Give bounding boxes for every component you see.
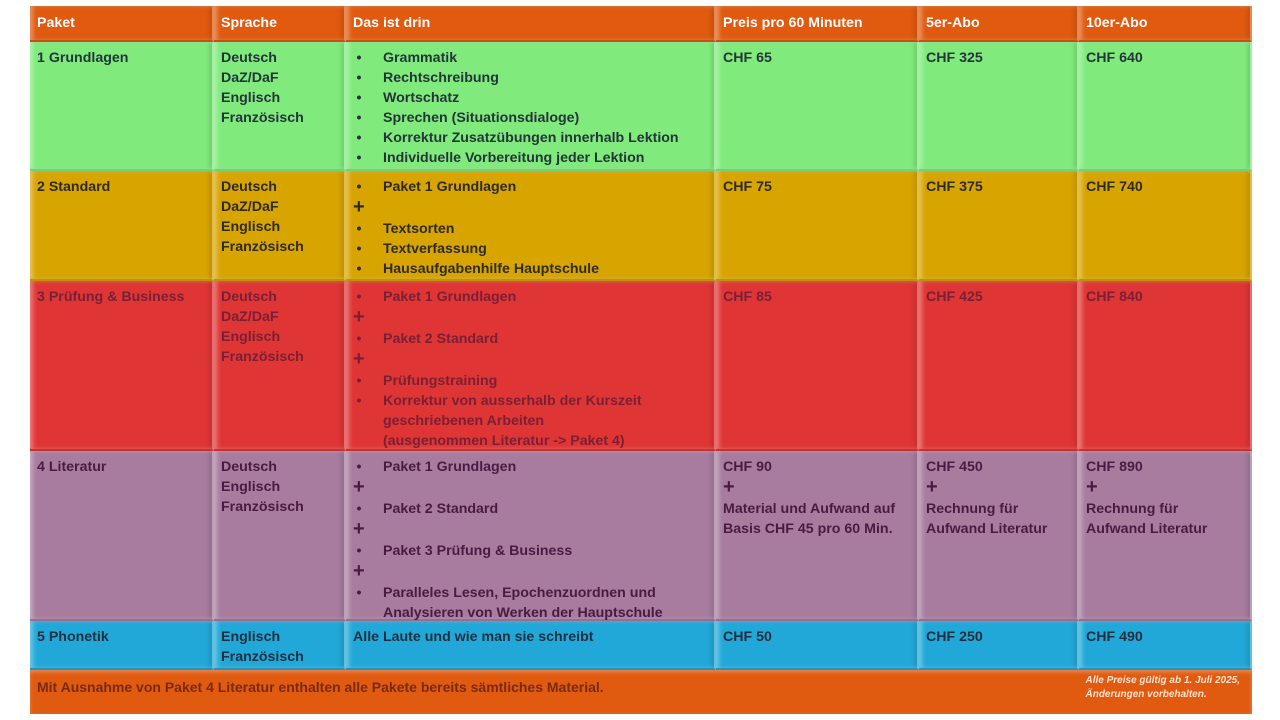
abo10-literatur [1079,451,1252,621]
contents-standard [346,171,716,281]
price-phonetik: CHF 50 [716,621,919,670]
language-item: Französisch [221,110,304,126]
abo5-value: CHF 450 [926,459,983,475]
content-item-continued: geschriebenen Arbeiten [383,413,545,429]
bullet-icon: • [356,585,362,601]
bullet-icon: • [356,501,362,517]
languages-standard [214,171,346,281]
price-pruefung: CHF 85 [716,281,919,451]
plus-separator [353,519,707,541]
bullet-icon: • [356,241,362,257]
abo5-phonetik: CHF 250 [919,621,1079,670]
abo10-grundlagen: CHF 640 [1079,42,1252,171]
content-item: • Textsorten [353,219,707,239]
bullet-icon: • [356,331,362,347]
bullet-icon: • [356,221,362,237]
bullet-icon: • [356,261,362,277]
language-item: Deutsch [221,459,277,475]
content-item: • Paket 3 Prüfung & Business [353,541,707,561]
header-inhalt: Das ist drin [346,6,716,42]
languages-grundlagen [214,42,346,171]
contents-grundlagen [346,42,716,171]
plus-separator [1086,477,1243,499]
plus-separator [353,349,707,371]
plus-icon: + [353,196,365,218]
validity-line: Änderungen vorbehalten. [1085,689,1207,700]
price-literatur [716,451,919,621]
language-item: Französisch [221,349,304,365]
plus-separator [353,197,707,219]
content-item: • Paket 1 Grundlagen [353,287,707,307]
plus-icon: + [1086,476,1098,498]
language-item: Englisch [221,329,281,345]
price-table [30,6,1252,714]
abo5-standard: CHF 375 [919,171,1079,281]
plus-icon: + [353,518,365,540]
header-5er-abo: 5er-Abo [919,6,1079,42]
contents-pruefung [346,281,716,451]
package-name-pruefung: 3 Prüfung & Business [30,281,214,451]
content-item: • Paket 2 Standard [353,329,707,349]
package-name-literatur: 4 Literatur [30,451,214,621]
price-standard: CHF 75 [716,171,919,281]
bullet-icon: • [356,459,362,475]
contents-phonetik: Alle Laute und wie man sie schreibt [346,621,716,670]
content-item: • Paralleles Lesen, Epochenzuordnen und [353,583,707,603]
bullet-icon: • [356,110,362,126]
language-item: Englisch [221,479,281,495]
contents-literatur [346,451,716,621]
languages-pruefung [214,281,346,451]
abo5-pruefung: CHF 425 [919,281,1079,451]
language-item: DaZ/DaF [221,199,279,215]
package-name-grundlagen: 1 Grundlagen [30,42,214,171]
content-item: • Prüfungstraining [353,371,707,391]
language-item: Deutsch [221,289,277,305]
plus-separator [353,561,707,583]
content-item: • Hausaufgabenhilfe Hauptschule [353,259,707,279]
content-item: • Paket 1 Grundlagen [353,177,707,197]
language-item: Englisch [221,219,281,235]
content-item-continued: (ausgenommen Literatur -> Paket 4) [383,433,625,449]
plus-separator [723,477,910,499]
plus-icon: + [353,306,365,328]
validity-line: Alle Preise gültig ab 1. Juli 2025, [1085,675,1240,686]
content-item: • Rechtschreibung [353,68,707,88]
languages-phonetik [214,621,346,670]
language-item: Französisch [221,239,304,255]
abo10-value: CHF 890 [1086,459,1143,475]
price-note: Material und Aufwand auf [723,501,896,517]
abo10-note: Rechnung für [1086,501,1179,517]
language-item: DaZ/DaF [221,70,279,86]
content-item: • Individuelle Vorbereitung jeder Lektion [353,148,707,168]
footer-bar [30,670,1252,714]
price-value: CHF 90 [723,459,772,475]
content-item: • Korrektur von ausserhalb der Kurszeit [353,391,707,411]
abo5-note: Rechnung für [926,501,1019,517]
price-grundlagen: CHF 65 [716,42,919,171]
abo10-pruefung: CHF 840 [1079,281,1252,451]
plus-icon: + [353,348,365,370]
plus-icon: + [353,476,365,498]
bullet-icon: • [356,179,362,195]
abo10-standard: CHF 740 [1079,171,1252,281]
language-item: Französisch [221,649,304,665]
header-sprache: Sprache [214,6,346,42]
abo5-literatur [919,451,1079,621]
package-name-phonetik: 5 Phonetik [30,621,214,670]
content-item: • Paket 1 Grundlagen [353,457,707,477]
plus-separator [353,477,707,499]
content-item: • Paket 2 Standard [353,499,707,519]
content-item: • Grammatik [353,48,707,68]
bullet-icon: • [356,373,362,389]
footer-note: Mit Ausnahme von Paket 4 Literatur enthalten alle Pakete bereits sämtliches Material. [37,679,604,695]
content-item: • Sprechen (Situationsdialoge) [353,108,707,128]
header-10er-abo: 10er-Abo [1079,6,1252,42]
content-item: • Korrektur Zusatzübungen innerhalb Lektion [353,128,707,148]
plus-separator [353,307,707,329]
plus-separator [926,477,1070,499]
languages-literatur [214,451,346,621]
abo5-note: Aufwand Literatur [926,521,1048,537]
package-name-standard: 2 Standard [30,171,214,281]
bullet-icon: • [356,90,362,106]
plus-icon: + [926,476,938,498]
content-item: • Textverfassung [353,239,707,259]
language-item: Englisch [221,629,281,645]
plus-icon: + [723,476,735,498]
bullet-icon: • [356,50,362,66]
abo10-phonetik: CHF 490 [1079,621,1252,670]
language-item: Englisch [221,90,281,106]
bullet-icon: • [356,543,362,559]
plus-icon: + [353,560,365,582]
content-item-continued: Analysieren von Werken der Hauptschule [383,605,663,621]
price-note: Basis CHF 45 pro 60 Min. [723,521,893,537]
bullet-icon: • [356,289,362,305]
bullet-icon: • [356,150,362,166]
validity-note [1085,674,1240,702]
header-paket: Paket [30,6,214,42]
bullet-icon: • [356,130,362,146]
header-preis: Preis pro 60 Minuten [716,6,919,42]
abo10-note: Aufwand Literatur [1086,521,1208,537]
language-item: Deutsch [221,50,277,66]
language-item: Deutsch [221,179,277,195]
bullet-icon: • [356,70,362,86]
content-item: • Wortschatz [353,88,707,108]
language-item: DaZ/DaF [221,309,279,325]
abo5-grundlagen: CHF 325 [919,42,1079,171]
bullet-icon: • [356,393,362,409]
language-item: Französisch [221,499,304,515]
